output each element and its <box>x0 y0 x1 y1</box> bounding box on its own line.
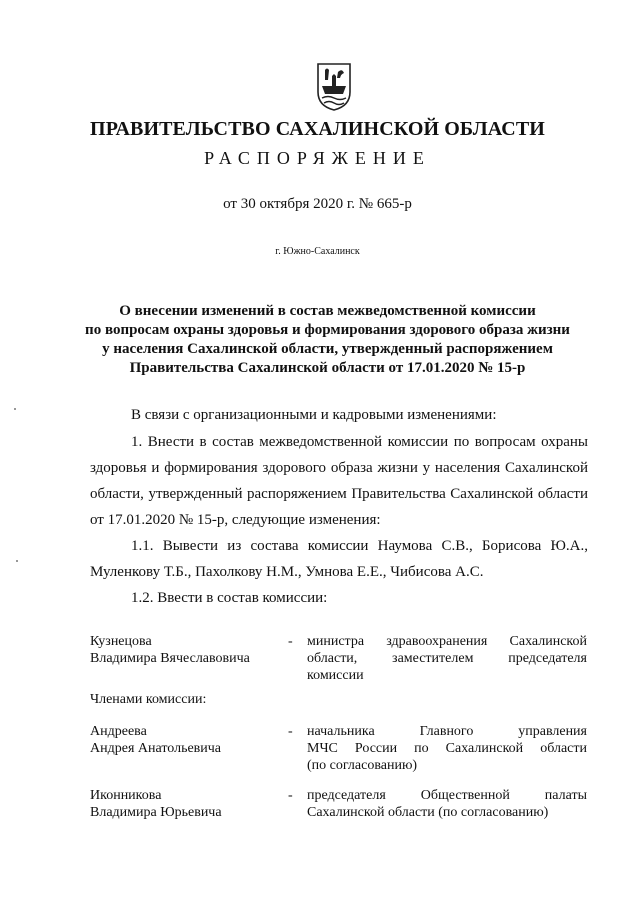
scan-speck <box>14 408 16 410</box>
role-line: министра здравоохранения Сахалинской <box>307 634 587 649</box>
item-1-2: 1.2. Ввести в состав комиссии: <box>131 590 328 606</box>
title-line: у населения Сахалинской области, утвержденный распоряжением <box>102 341 553 357</box>
role-line: (по согласованию) <box>307 758 418 773</box>
member-role <box>307 787 587 821</box>
member-name <box>90 633 300 667</box>
item-1-1-line: Муленкову Т.Б., Пахолкову Н.М., Умнова Е.Е., Чибисова А.С. <box>90 564 484 580</box>
document-type: РАСПОРЯЖЕНИЕ <box>204 148 431 168</box>
member-surname: Андреева <box>90 724 147 739</box>
city: г. Южно-Сахалинск <box>275 246 360 257</box>
role-line: председателя Общественной палаты <box>307 788 587 803</box>
member-surname: Иконникова <box>90 788 162 803</box>
role-line: Сахалинской области (по согласованию) <box>307 805 549 820</box>
member-name <box>90 787 300 821</box>
scan-speck <box>16 560 18 562</box>
title-line: О внесении изменений в состав межведомственной комиссии <box>119 303 536 319</box>
role-line: начальника Главного управления <box>307 724 587 739</box>
member-role <box>307 633 587 684</box>
title-line: Правительства Сахалинской области от 17.01.2020 № 15-р <box>129 360 526 376</box>
role-line: комиссии <box>307 668 364 683</box>
role-line: МЧС России по Сахалинской области <box>307 741 587 756</box>
item-1-line: 1. Внести в состав межведомственной комиссии по вопросам охраны <box>131 434 588 450</box>
member-dash: - <box>288 724 293 739</box>
member-given-names: Андрея Анатольевича <box>90 741 222 756</box>
date-and-number: от 30 октября 2020 г. № 665-р <box>223 196 412 212</box>
organization-name: ПРАВИТЕЛЬСТВО САХАЛИНСКОЙ ОБЛАСТИ <box>90 118 545 140</box>
member-dash: - <box>288 634 293 649</box>
item-1-line: здоровья и формирования здорового образа жизни у населения Сахалинской <box>90 460 588 476</box>
role-line: области, заместителем председателя <box>307 651 587 666</box>
sakhalin-coat-of-arms-icon <box>316 62 352 112</box>
document-title <box>60 302 595 378</box>
item-1-1-line: 1.1. Вывести из состава комиссии Наумова С.В., Борисова Ю.А., <box>131 538 588 554</box>
member-dash: - <box>288 788 293 803</box>
member-surname: Кузнецова <box>90 634 152 649</box>
title-line: по вопросам охраны здоровья и формирования здорового образа жизни <box>85 322 570 338</box>
members-label: Членами комиссии: <box>90 692 207 707</box>
item-1-line: области, утвержденный распоряжением Правительства Сахалинской области <box>90 486 588 502</box>
member-given-names: Владимира Вячеславовича <box>90 651 250 666</box>
member-name <box>90 723 300 757</box>
member-role <box>307 723 587 774</box>
member-given-names: Владимира Юрьевича <box>90 805 222 820</box>
intro-paragraph: В связи с организационными и кадровыми изменениями: <box>131 407 497 423</box>
item-1-line: от 17.01.2020 № 15-р, следующие изменения: <box>90 512 381 528</box>
